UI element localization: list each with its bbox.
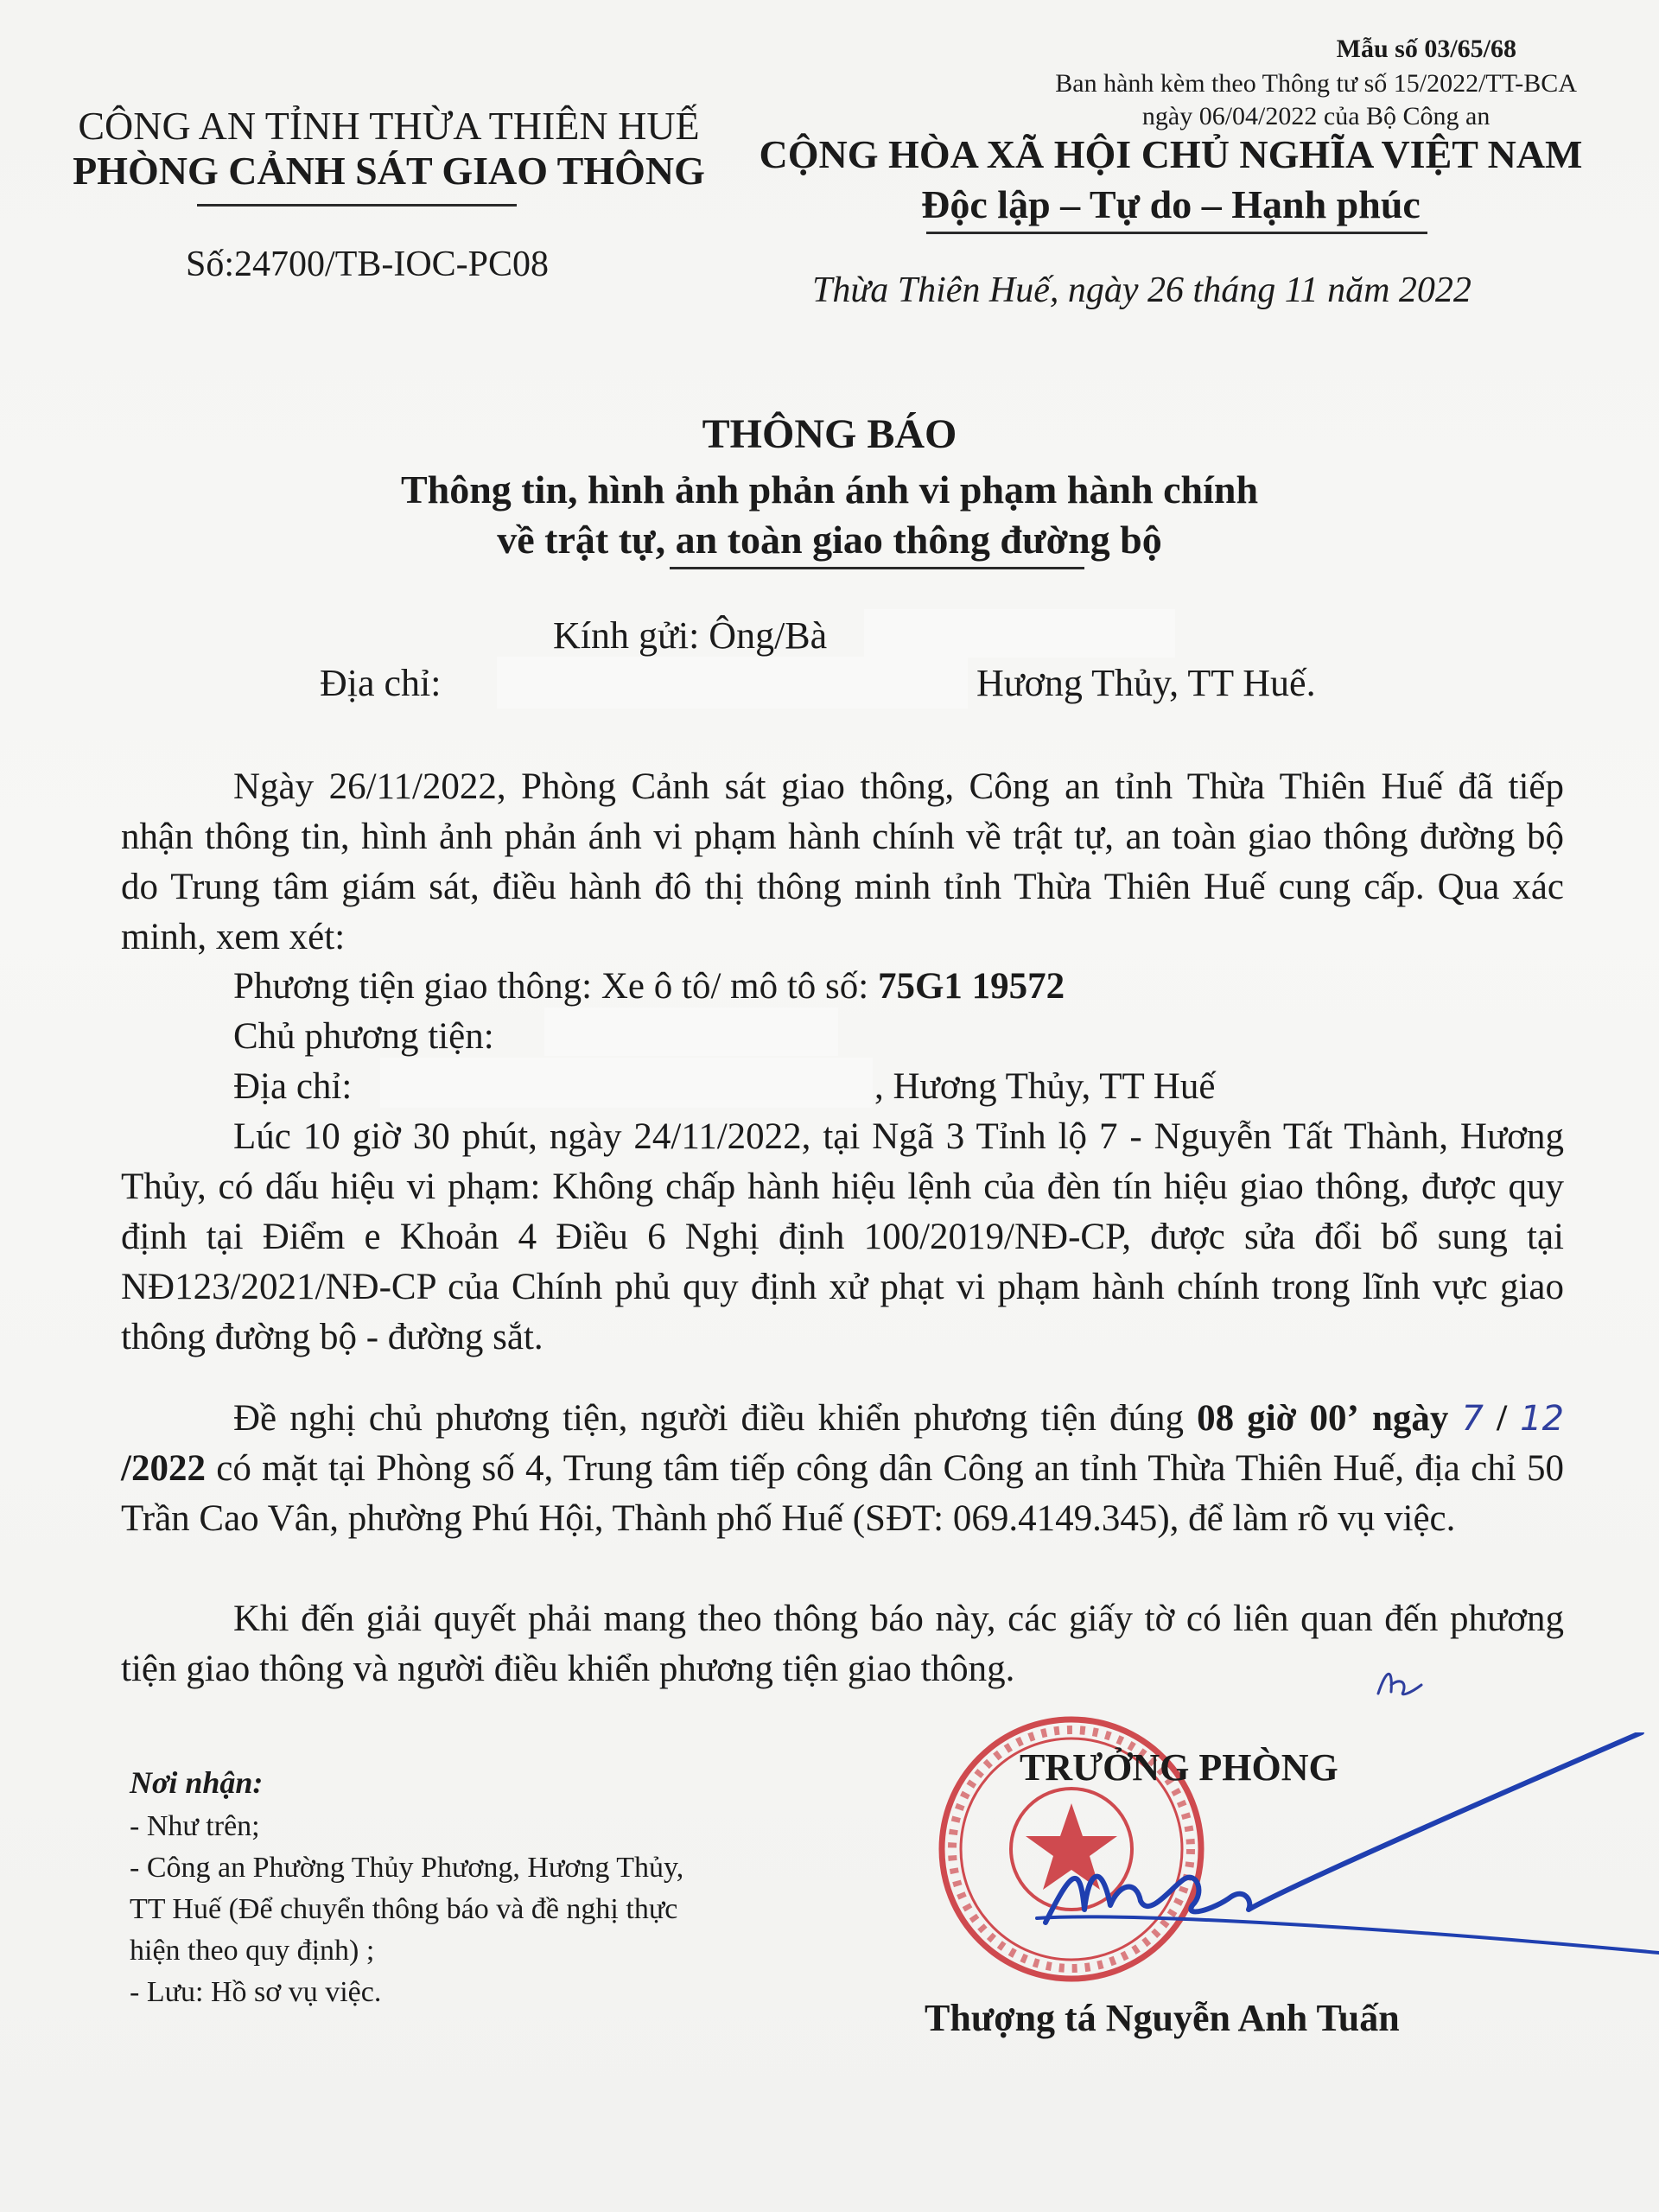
national-motto [752,130,1590,230]
title-underline [670,567,1084,569]
form-issued-note [1055,67,1577,133]
recipient-item: - Như trên; [130,1810,260,1842]
motto-underline [926,232,1427,234]
document-number: Số:24700/TB-IOC-PC08 [186,245,550,284]
recipient-item: - Lưu: Hồ sơ vụ việc. [130,1976,382,2008]
signer-title: TRƯỞNG PHÒNG [1020,1746,1338,1789]
redacted-name [864,609,1175,658]
nation-line2: Độc lập – Tự do – Hạnh phúc [921,182,1421,226]
paragraph-intro: Ngày 26/11/2022, Phòng Cảnh sát giao thông, Công an tỉnh Thừa Thiên Huế đã tiếp nhận thông tin, hình ảnh phản ánh vi phạm hành chính về trật tự, an toàn giao thông đường bộ do Trung tâm giám sát, điều hành đô thị thông minh tỉnh Thừa Thiên Huế cung cấp. Qua xác minh, xem xét: [121,766,1564,957]
recipient-item: - Công an Phường Thủy Phương, Hương Thủy, [130,1852,684,1884]
summons-day-handwritten: 7 [1461,1399,1484,1439]
signer-name: Thượng tá Nguyễn Anh Tuấn [925,1997,1400,2039]
summons-intro: Đề nghị chủ phương tiện, người điều khiển phương tiện đúng [233,1398,1184,1439]
paragraph-summons [121,1394,1564,1544]
form-number: Mẫu số 03/65/68 [1336,35,1516,63]
recipient-item: hiện theo quy định) ; [130,1935,375,1967]
recipient-salutation [553,613,827,658]
signature-icon [1020,1732,1659,1992]
agency-underline [197,204,517,207]
recipient-address-label: Địa chỉ: [320,662,442,704]
paragraph-violation: Lúc 10 giờ 30 phút, ngày 24/11/2022, tại Ngã 3 Tỉnh lộ 7 - Nguyễn Tất Thành, Hương Thủy, có dấu hiệu vi phạm: Không chấp hành hiệu lệnh của đèn tín hiệu giao thông, được quy định tại Điểm e Khoản 4 Điều 6 Nghị định 100/2019/NĐ-CP, được sửa đổi bổ sung tại NĐ123/2021/NĐ-CP của Chính phủ quy định xử phạt vi phạm hành chính trong lĩnh vực giao thông đường bộ - đường sắt. [121,1116,1564,1357]
issuing-agency [69,104,709,194]
nation-line1: CỘNG HÒA XÃ HỘI CHỦ NGHĨA VIỆT NAM [759,132,1583,176]
document-subtitle-line2: về trật tự, an toàn giao thông đường bộ [497,518,1162,562]
recipient-address-tail: Hương Thủy, TT Huế. [976,662,1316,704]
recipients-list [130,1806,804,2013]
summons-month-handwritten: 12 [1520,1399,1565,1439]
recipient-item: TT Huế (Để chuyển thông báo và đề nghị thực [130,1893,678,1925]
owner-line [233,1012,494,1062]
form-issued-line1: Ban hành kèm theo Thông tư số 15/2022/TT-BCA [1055,69,1577,98]
form-issued-line2: ngày 06/04/2022 của Bộ Công an [1141,102,1491,130]
place-date: Thừa Thiên Huế, ngày 26 tháng 11 năm 2022 [812,270,1471,310]
owner-label: Chủ phương tiện: [233,1016,494,1057]
vehicle-line [233,962,1065,1012]
owner-address-label: Địa chỉ: [233,1066,353,1107]
summons-date-sep: / [1497,1398,1508,1439]
redacted-address [497,657,968,709]
document-title: THÔNG BÁO [702,411,957,457]
summons-year: /2022 [121,1448,206,1489]
summons-time: 08 giờ 00’ [1197,1398,1359,1439]
redacted-owner [544,1007,838,1056]
vehicle-plate: 75G1 19572 [877,966,1065,1007]
document-subtitle-line1: Thông tin, hình ảnh phản ánh vi phạm hành chính [400,467,1259,512]
handwritten-initial-icon [1374,1659,1426,1702]
agency-line1: CÔNG AN TỈNH THỪA THIÊN HUẾ [78,104,700,148]
recipients-title: Nơi nhận: [130,1765,264,1800]
agency-line2: PHÒNG CẢNH SÁT GIAO THÔNG [73,149,705,193]
salutation-text: Kính gửi: Ông/Bà [553,614,828,657]
vehicle-label: Phương tiện giao thông: Xe ô tô/ mô tô số: [233,966,869,1007]
redacted-owner-address [380,1058,873,1108]
owner-address-line [233,1062,352,1112]
summons-rest: có mặt tại Phòng số 4, Trung tâm tiếp công dân Công an tỉnh Thừa Thiên Huế, địa chỉ 50 Trần Cao Vân, phường Phú Hội, Thành phố Huế (SĐT: 069.4149.345), để làm rõ vụ việc. [121,1448,1564,1539]
paragraph-requirements: Khi đến giải quyết phải mang theo thông báo này, các giấy tờ có liên quan đến phương tiện giao thông và người điều khiển phương tiện giao thông. [121,1599,1564,1689]
summons-day-label: ngày [1372,1398,1449,1439]
owner-address-tail: , Hương Thủy, TT Huế [874,1066,1216,1107]
